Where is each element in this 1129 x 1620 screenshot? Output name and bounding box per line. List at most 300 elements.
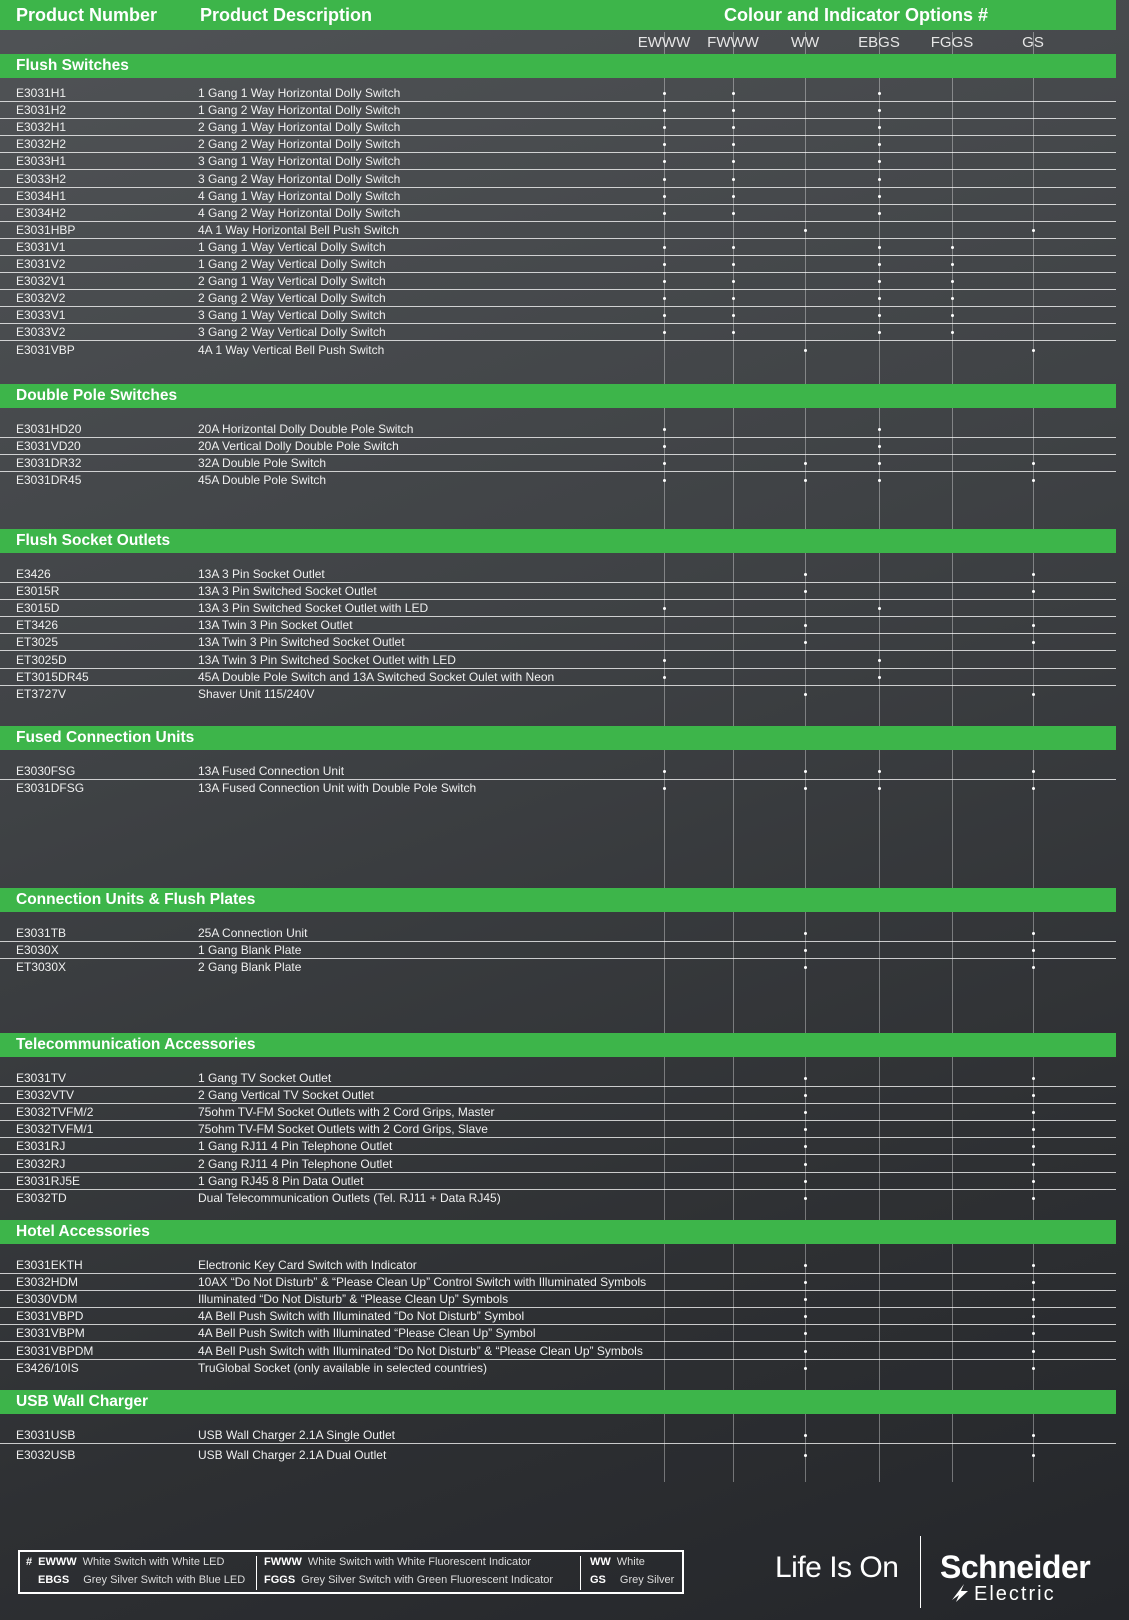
product-description: 3 Gang 1 Way Vertical Dolly Switch	[198, 308, 386, 323]
section-title: Telecommunication Accessories	[16, 1036, 256, 1053]
product-number: ET3025	[16, 635, 59, 650]
table-row	[0, 633, 1116, 651]
option-dot-gs	[1032, 693, 1035, 696]
product-description: 1 Gang 1 Way Horizontal Dolly Switch	[198, 86, 401, 100]
option-dot-ww	[804, 1298, 807, 1301]
option-dot-ewww	[663, 160, 666, 163]
product-description: 13A Twin 3 Pin Switched Socket Outlet with LED	[198, 652, 456, 667]
option-dot-fwww	[732, 314, 735, 317]
option-dot-ebgs	[878, 676, 881, 679]
product-number: E3031VD20	[16, 439, 81, 454]
option-dot-fggs	[951, 297, 954, 300]
legend-code: EBGS	[38, 1574, 70, 1586]
table-row	[0, 118, 1116, 136]
product-number: E3031VBP	[16, 342, 75, 357]
option-dot-ww	[804, 1094, 807, 1097]
option-dot-fggs	[951, 314, 954, 317]
option-dot-ww	[804, 1454, 807, 1457]
product-number: E3032HDM	[16, 1275, 79, 1290]
product-number: E3033H1	[16, 154, 67, 169]
legend-divider	[580, 1556, 581, 1590]
product-description: 3 Gang 1 Way Horizontal Dolly Switch	[198, 154, 401, 169]
table-row	[0, 779, 1116, 796]
option-dot-ww	[804, 1145, 807, 1148]
product-number: E3031RJ	[16, 1139, 66, 1154]
table-row	[0, 924, 1116, 942]
option-dot-ebgs	[878, 770, 881, 773]
product-description: 13A 3 Pin Socket Outlet	[198, 567, 325, 581]
legend-hash: #	[26, 1556, 33, 1568]
legend-text: White Switch with White Fluorescent Indicator	[307, 1556, 532, 1568]
option-dot-ww	[804, 462, 807, 465]
option-dot-ww	[804, 1350, 807, 1353]
option-dot-gs	[1032, 949, 1035, 952]
col-fggs: FGGS	[930, 34, 974, 51]
product-description: 1 Gang TV Socket Outlet	[198, 1071, 332, 1085]
option-dot-ebgs	[878, 462, 881, 465]
product-number: E3032TD	[16, 1190, 67, 1205]
option-dot-fggs	[951, 263, 954, 266]
table-row	[0, 651, 1116, 669]
product-number: E3033V1	[16, 308, 66, 323]
product-description: 3 Gang 2 Way Vertical Dolly Switch	[198, 325, 386, 340]
option-dot-ww	[804, 1077, 807, 1080]
product-number: E3031DR32	[16, 456, 82, 471]
option-dot-fwww	[732, 331, 735, 334]
col-ebgs: EBGS	[858, 34, 900, 51]
product-number: E3030VDM	[16, 1292, 78, 1307]
table-row	[0, 1256, 1116, 1274]
option-dot-gs	[1032, 770, 1035, 773]
table-row	[0, 152, 1116, 170]
product-number: E3031TB	[16, 926, 67, 940]
product-number: E3426/10IS	[16, 1360, 79, 1375]
option-dot-ewww	[663, 178, 666, 181]
product-number: E3031VBPM	[16, 1326, 85, 1341]
option-dot-ww	[804, 1434, 807, 1437]
table-row	[0, 204, 1116, 222]
section-title: Fused Connection Units	[16, 729, 195, 746]
product-number: ET3015DR45	[16, 669, 89, 684]
table-row	[0, 616, 1116, 634]
table-row	[0, 471, 1116, 488]
option-dot-ww	[804, 787, 807, 790]
option-dot-gs	[1032, 624, 1035, 627]
option-dot-ww	[804, 693, 807, 696]
product-description: Dual Telecommunication Outlets (Tel. RJ11 + Data RJ45)	[198, 1190, 501, 1205]
option-dot-ebgs	[878, 143, 881, 146]
product-number: E3015R	[16, 584, 60, 599]
option-dot-ebgs	[878, 787, 881, 790]
col-ewww: EWWW	[637, 34, 691, 51]
product-number: E3030X	[16, 943, 59, 958]
table-row	[0, 1426, 1116, 1444]
option-dot-gs	[1032, 1163, 1035, 1166]
legend-text: Grey Silver Switch with Green Fluorescent Indicator	[301, 1574, 554, 1586]
product-description: 2 Gang 2 Way Horizontal Dolly Switch	[198, 137, 401, 152]
option-dot-fwww	[732, 178, 735, 181]
option-dot-fwww	[732, 246, 735, 249]
brand-divider	[920, 1536, 921, 1608]
option-dot-gs	[1032, 349, 1035, 352]
table-row	[0, 941, 1116, 959]
product-number: E3032TVFM/1	[16, 1122, 94, 1137]
option-dot-fwww	[732, 212, 735, 215]
option-dot-gs	[1032, 1197, 1035, 1200]
option-dot-fggs	[951, 246, 954, 249]
product-number: E3032V2	[16, 291, 66, 306]
product-description: 4A 1 Way Vertical Bell Push Switch	[198, 342, 385, 357]
table-row	[0, 1069, 1116, 1087]
product-description: 13A 3 Pin Switched Socket Outlet with LED	[198, 601, 429, 616]
product-number: E3031H2	[16, 103, 67, 118]
option-dot-ewww	[663, 92, 666, 95]
product-description: Shaver Unit 115/240V	[198, 686, 315, 701]
legend-text: White Switch with White LED	[82, 1556, 225, 1568]
option-dot-gs	[1032, 229, 1035, 232]
option-dot-ewww	[663, 787, 666, 790]
product-description: 20A Horizontal Dolly Double Pole Switch	[198, 422, 414, 436]
col-ww: WW	[790, 34, 820, 51]
option-dot-ww	[804, 966, 807, 969]
product-description: 2 Gang 1 Way Vertical Dolly Switch	[198, 274, 386, 289]
section-title: Flush Socket Outlets	[16, 532, 171, 549]
schneider-logo-icon	[948, 1582, 972, 1604]
product-number: E3034H2	[16, 205, 67, 220]
table-row	[0, 1120, 1116, 1138]
product-number: E3031USB	[16, 1428, 76, 1442]
table-row	[0, 1290, 1116, 1308]
section-title: Flush Switches	[16, 57, 129, 74]
product-description: 45A Double Pole Switch and 13A Switched Socket Oulet with Neon	[198, 669, 555, 684]
option-dot-gs	[1032, 1315, 1035, 1318]
option-dot-gs	[1032, 1111, 1035, 1114]
table-row	[0, 135, 1116, 153]
option-dot-gs	[1032, 966, 1035, 969]
table-row	[0, 420, 1116, 438]
product-number: E3033H2	[16, 171, 67, 186]
legend-code: WW	[590, 1556, 611, 1568]
product-description: 13A Twin 3 Pin Switched Socket Outlet	[198, 635, 405, 650]
product-description: 75ohm TV-FM Socket Outlets with 2 Cord Grips, Master	[198, 1105, 495, 1120]
product-description: 1 Gang Blank Plate	[198, 943, 302, 958]
table-row	[0, 1189, 1116, 1206]
option-dot-ww	[804, 949, 807, 952]
table-row	[0, 1307, 1116, 1325]
table-row	[0, 1086, 1116, 1104]
legend-text: White	[616, 1556, 645, 1568]
product-number: E3034H1	[16, 188, 67, 203]
option-dot-ebgs	[878, 297, 881, 300]
product-number: E3031EKTH	[16, 1258, 83, 1272]
option-dot-ebgs	[878, 607, 881, 610]
option-dot-fwww	[732, 263, 735, 266]
product-description: 20A Vertical Dolly Double Pole Switch	[198, 439, 399, 454]
product-number: E3015D	[16, 601, 60, 616]
header-product-description: Product Description	[200, 5, 373, 25]
product-description: USB Wall Charger 2.1A Single Outlet	[198, 1428, 395, 1442]
option-dot-ww	[804, 770, 807, 773]
option-dot-ewww	[663, 479, 666, 482]
product-description: USB Wall Charger 2.1A Dual Outlet	[198, 1448, 387, 1462]
option-dot-ewww	[663, 280, 666, 283]
product-description: TruGlobal Socket (only available in selected countries)	[198, 1360, 488, 1375]
product-description: 2 Gang Blank Plate	[198, 960, 302, 975]
product-description: 13A Fused Connection Unit	[198, 764, 345, 778]
option-dot-ewww	[663, 770, 666, 773]
table-row	[0, 437, 1116, 455]
option-dot-fwww	[732, 195, 735, 198]
product-description: 32A Double Pole Switch	[198, 456, 327, 471]
table-header	[0, 0, 1116, 30]
section-title: USB Wall Charger	[16, 1393, 149, 1410]
option-dot-gs	[1032, 1298, 1035, 1301]
section-title: Connection Units & Flush Plates	[16, 891, 256, 908]
product-description: Electronic Key Card Switch with Indicator	[198, 1258, 417, 1272]
option-dot-ww	[804, 1281, 807, 1284]
product-number: ET3727V	[16, 686, 67, 701]
option-dot-ebgs	[878, 428, 881, 431]
product-description: 4 Gang 2 Way Horizontal Dolly Switch	[198, 205, 401, 220]
table-row	[0, 685, 1116, 702]
legend-text: Grey Silver Switch with Blue LED	[83, 1574, 246, 1586]
option-dot-fwww	[732, 160, 735, 163]
product-description: 2 Gang RJ11 4 Pin Telephone Outlet	[198, 1156, 393, 1171]
option-dot-ww	[804, 1197, 807, 1200]
product-number: E3031V2	[16, 257, 66, 271]
table-row	[0, 599, 1116, 617]
option-dot-ewww	[663, 428, 666, 431]
table-row	[0, 238, 1116, 256]
header-product-number: Product Number	[16, 5, 158, 25]
option-dot-ww	[804, 1163, 807, 1166]
option-dot-gs	[1032, 590, 1035, 593]
product-number: E3031VBPD	[16, 1309, 84, 1324]
product-number: E3032VTV	[16, 1088, 75, 1103]
option-dot-gs	[1032, 1367, 1035, 1370]
brand-name: Schneider	[940, 1549, 1091, 1585]
legend-text: Grey Silver	[619, 1574, 675, 1586]
option-dot-ww	[804, 1128, 807, 1131]
table-row	[0, 1137, 1116, 1155]
product-description: 4A Bell Push Switch with Illuminated “Do Not Disturb” & “Please Clean Up” Symbols	[198, 1343, 643, 1358]
life-is-on-tagline: Life Is On	[775, 1551, 899, 1584]
option-dot-fwww	[732, 126, 735, 129]
option-dot-fggs	[951, 331, 954, 334]
option-dot-ww	[804, 479, 807, 482]
option-dot-ebgs	[878, 160, 881, 163]
product-description: 2 Gang 2 Way Vertical Dolly Switch	[198, 291, 386, 306]
table-row	[0, 762, 1116, 780]
option-dot-ewww	[663, 607, 666, 610]
product-description: 1 Gang 1 Way Vertical Dolly Switch	[198, 239, 386, 254]
product-description: 13A Twin 3 Pin Socket Outlet	[198, 618, 353, 633]
table-row	[0, 1172, 1116, 1190]
product-number: E3031RJ5E	[16, 1173, 81, 1188]
product-description: 10AX “Do Not Disturb” & “Please Clean Up” Control Switch with Illuminated Symbols	[198, 1275, 647, 1290]
option-dot-ww	[804, 1315, 807, 1318]
option-dot-ewww	[663, 445, 666, 448]
table-row	[0, 1324, 1116, 1342]
table-row	[0, 1273, 1116, 1291]
option-dot-ewww	[663, 331, 666, 334]
option-dot-fwww	[732, 109, 735, 112]
product-description: 1 Gang 2 Way Horizontal Dolly Switch	[198, 103, 401, 118]
legend-code: EWWW	[38, 1556, 77, 1568]
product-description: 4A Bell Push Switch with Illuminated “Please Clean Up” Symbol	[198, 1326, 536, 1341]
product-number: E3032V1	[16, 274, 66, 289]
option-dot-ebgs	[878, 659, 881, 662]
option-dot-fwww	[732, 143, 735, 146]
option-dot-ww	[804, 1180, 807, 1183]
option-dot-ewww	[663, 126, 666, 129]
table-row	[0, 221, 1116, 239]
table-row	[0, 1342, 1116, 1360]
product-description: 4A 1 Way Horizontal Bell Push Switch	[198, 222, 399, 237]
product-description: 1 Gang RJ45 8 Pin Data Outlet	[198, 1173, 364, 1188]
option-dot-ewww	[663, 212, 666, 215]
product-description: 25A Connection Unit	[198, 926, 308, 940]
table-row	[0, 84, 1116, 102]
option-dot-gs	[1032, 1454, 1035, 1457]
option-dot-ewww	[663, 246, 666, 249]
product-description: 1 Gang 2 Way Vertical Dolly Switch	[198, 257, 386, 271]
product-number: E3031V1	[16, 239, 66, 254]
product-description: 2 Gang 1 Way Horizontal Dolly Switch	[198, 120, 401, 135]
table-row	[0, 454, 1116, 472]
option-dot-gs	[1032, 1434, 1035, 1437]
legend-code: FGGS	[264, 1574, 296, 1586]
product-number: E3032USB	[16, 1448, 76, 1462]
option-dot-ebgs	[878, 479, 881, 482]
product-number: ET3426	[16, 618, 59, 633]
option-dot-ebgs	[878, 92, 881, 95]
option-dot-ebgs	[878, 314, 881, 317]
table-row	[0, 272, 1116, 290]
product-number: E3031H1	[16, 86, 67, 100]
option-dot-fggs	[951, 280, 954, 283]
product-description: 13A Fused Connection Unit with Double Pole Switch	[198, 781, 477, 796]
table-row	[0, 289, 1116, 307]
option-dot-ewww	[663, 462, 666, 465]
option-dot-gs	[1032, 932, 1035, 935]
legend-code: FWWW	[264, 1556, 302, 1568]
table-row	[0, 668, 1116, 686]
product-number: E3032H1	[16, 120, 67, 135]
legend-divider	[256, 1556, 257, 1590]
option-dot-gs	[1032, 1264, 1035, 1267]
option-dot-gs	[1032, 462, 1035, 465]
option-dot-ewww	[663, 314, 666, 317]
product-number: E3032H2	[16, 137, 67, 152]
product-number: E3032RJ	[16, 1156, 66, 1171]
section-title-bar	[0, 529, 1116, 553]
option-dot-ewww	[663, 195, 666, 198]
option-dot-gs	[1032, 1281, 1035, 1284]
product-description: 13A 3 Pin Switched Socket Outlet	[198, 584, 377, 599]
product-description: 2 Gang Vertical TV Socket Outlet	[198, 1088, 374, 1103]
option-dot-ww	[804, 573, 807, 576]
option-dot-ww	[804, 932, 807, 935]
option-dot-ebgs	[878, 445, 881, 448]
option-dot-ewww	[663, 109, 666, 112]
product-number: E3030FSG	[16, 764, 76, 778]
option-dot-ewww	[663, 676, 666, 679]
option-dot-gs	[1032, 1180, 1035, 1183]
option-dot-ww	[804, 624, 807, 627]
product-number: E3031DFSG	[16, 781, 85, 796]
option-dot-ww	[804, 1367, 807, 1370]
option-dot-gs	[1032, 1332, 1035, 1335]
product-number: ET3030X	[16, 960, 67, 975]
section-title-bar	[0, 1390, 1116, 1414]
brand-subname: Electric	[974, 1583, 1056, 1605]
product-number: ET3025D	[16, 652, 67, 667]
product-number: E3031VBPDM	[16, 1343, 94, 1358]
product-number: E3031DR45	[16, 473, 82, 488]
table-row	[0, 1103, 1116, 1121]
product-number: E3426	[16, 567, 51, 581]
product-number: E3032TVFM/2	[16, 1105, 94, 1120]
table-row	[0, 565, 1116, 583]
section-title: Hotel Accessories	[16, 1223, 150, 1240]
option-dot-ebgs	[878, 109, 881, 112]
option-dot-ewww	[663, 297, 666, 300]
option-dot-gs	[1032, 479, 1035, 482]
section-title-bar	[0, 888, 1116, 912]
option-dot-ebgs	[878, 178, 881, 181]
product-number: E3033V2	[16, 325, 66, 340]
table-row	[0, 187, 1116, 205]
option-dot-fwww	[732, 280, 735, 283]
option-dot-ewww	[663, 659, 666, 662]
option-dot-ww	[804, 349, 807, 352]
option-dot-ww	[804, 590, 807, 593]
product-description: 75ohm TV-FM Socket Outlets with 2 Cord Grips, Slave	[198, 1122, 488, 1137]
option-dot-ww	[804, 229, 807, 232]
col-gs: GS	[1022, 34, 1044, 51]
product-description: Illuminated “Do Not Disturb” & “Please Clean Up” Symbols	[198, 1292, 509, 1307]
option-dot-ebgs	[878, 212, 881, 215]
option-dot-ebgs	[878, 331, 881, 334]
option-dot-gs	[1032, 1094, 1035, 1097]
product-number: E3031TV	[16, 1071, 67, 1085]
section-title-bar	[0, 1220, 1116, 1244]
option-dot-gs	[1032, 573, 1035, 576]
option-dot-gs	[1032, 641, 1035, 644]
option-dot-gs	[1032, 1128, 1035, 1131]
option-dot-ewww	[663, 263, 666, 266]
header-options-title: Colour and Indicator Options #	[724, 5, 989, 25]
product-description: 4 Gang 1 Way Horizontal Dolly Switch	[198, 188, 401, 203]
option-dot-gs	[1032, 1145, 1035, 1148]
section-title-bar	[0, 384, 1116, 408]
product-description: 3 Gang 2 Way Horizontal Dolly Switch	[198, 171, 401, 186]
table-row	[0, 958, 1116, 975]
col-fwww: FWWW	[707, 34, 759, 51]
option-dot-ebgs	[878, 126, 881, 129]
option-dot-gs	[1032, 1350, 1035, 1353]
option-dot-ww	[804, 641, 807, 644]
option-dot-ww	[804, 1111, 807, 1114]
legend-code: GS	[590, 1574, 606, 1586]
table-row	[0, 341, 1116, 358]
option-dot-ebgs	[878, 263, 881, 266]
product-number: E3031HBP	[16, 222, 76, 237]
product-description: 4A Bell Push Switch with Illuminated “Do Not Disturb” Symbol	[198, 1309, 525, 1324]
option-dot-fwww	[732, 297, 735, 300]
option-dot-ebgs	[878, 195, 881, 198]
